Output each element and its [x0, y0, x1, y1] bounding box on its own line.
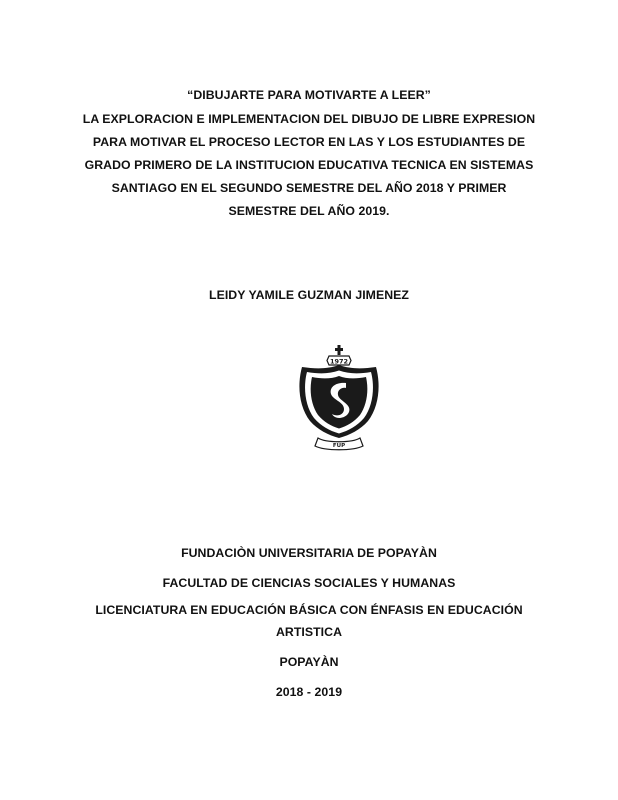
project-title-line-1: LA EXPLORACION E IMPLEMENTACION DEL DIBUJO DE LIBRE EXPRESION — [82, 112, 536, 126]
crest-banner: FUP — [332, 443, 346, 449]
university-crest-icon — [296, 345, 382, 453]
crest-year: 1972 — [329, 357, 349, 366]
quote-title: “DIBUJARTE PARA MOTIVARTE A LEER” — [187, 88, 431, 102]
project-title-line-4: SANTIAGO EN EL SEGUNDO SEMESTRE DEL AÑO 2018 Y PRIMER — [111, 181, 507, 195]
program-line-2: ARTISTICA — [275, 625, 343, 639]
academic-years: 2018 - 2019 — [275, 685, 343, 699]
city-name: POPAYÀN — [279, 655, 339, 669]
project-title-line-3: GRADO PRIMERO DE LA INSTITUCION EDUCATIVA TECNICA EN SISTEMAS — [84, 158, 534, 172]
project-title-line-5: SEMESTRE DEL AÑO 2019. — [228, 204, 390, 218]
institution-name: FUNDACIÒN UNIVERSITARIA DE POPAYÀN — [181, 546, 437, 560]
program-line-1: LICENCIATURA EN EDUCACIÓN BÁSICA CON ÉNFASIS EN EDUCACIÓN — [95, 603, 523, 617]
faculty-name: FACULTAD DE CIENCIAS SOCIALES Y HUMANAS — [162, 576, 456, 590]
project-title-line-2: PARA MOTIVAR EL PROCESO LECTOR EN LAS Y LOS ESTUDIANTES DE — [92, 135, 526, 149]
author-name: LEIDY YAMILE GUZMAN JIMENEZ — [209, 288, 409, 302]
